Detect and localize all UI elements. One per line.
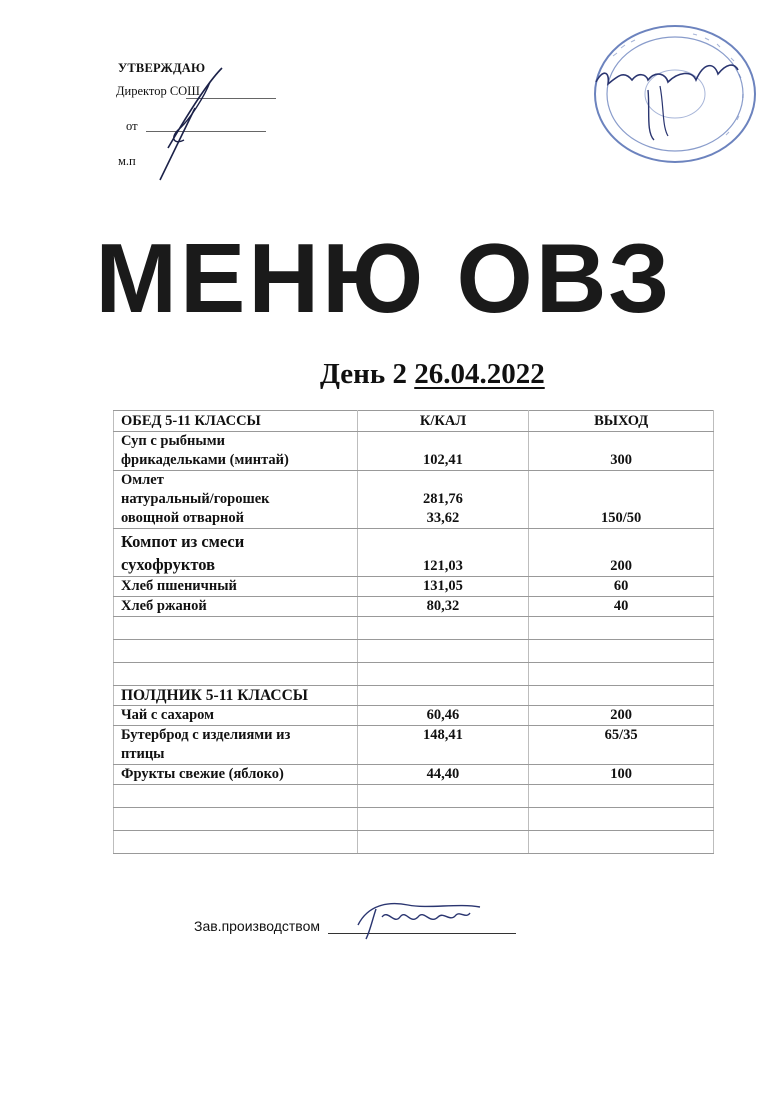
dish-kcal: 80,32	[357, 597, 529, 617]
seal-label: м.п	[118, 154, 136, 168]
header-yield: ВЫХОД	[529, 411, 714, 432]
dish-yield: 65/35	[529, 726, 714, 765]
day-date: 26.04.2022	[414, 358, 545, 390]
dish-name: Бутерброд с изделиями из птицы	[114, 726, 358, 765]
table-row	[114, 471, 714, 529]
approve-label: УТВЕРЖДАЮ	[118, 61, 206, 75]
table-row	[114, 597, 714, 617]
dish-name: Фрукты свежие (яблоко)	[114, 765, 358, 785]
dish-name: Хлеб ржаной	[114, 597, 358, 617]
dish-kcal: 121,03	[357, 529, 529, 577]
dish-kcal: 102,41	[357, 432, 529, 471]
dish-yield: 200	[529, 706, 714, 726]
director-label: Директор СОШ	[116, 84, 200, 98]
empty-row	[114, 831, 714, 854]
table-row	[114, 577, 714, 597]
dish-kcal: 44,40	[357, 765, 529, 785]
production-head-label: Зав.производством	[194, 918, 320, 934]
snack-header: ПОЛДНИК 5-11 КЛАССЫ	[114, 686, 358, 706]
table-row	[114, 726, 714, 765]
dish-yield: 60	[529, 577, 714, 597]
header-lunch: ОБЕД 5-11 КЛАССЫ	[114, 411, 358, 432]
dish-name: Хлеб пшеничный	[114, 577, 358, 597]
empty-row	[114, 617, 714, 640]
table-row	[114, 706, 714, 726]
dish-yield: 200	[529, 529, 714, 577]
empty-row	[114, 785, 714, 808]
empty-row	[114, 663, 714, 686]
table-row	[114, 432, 714, 471]
day-heading	[320, 358, 545, 391]
table-section-row	[114, 686, 714, 706]
empty-row	[114, 640, 714, 663]
director-signature	[150, 60, 240, 185]
table-row	[114, 529, 714, 577]
dish-kcal: 281,76 33,62	[357, 471, 529, 529]
dish-yield: 40	[529, 597, 714, 617]
day-label: День 2	[320, 358, 407, 390]
header-kcal: К/КАЛ	[357, 411, 529, 432]
dish-yield: 150/50	[529, 471, 714, 529]
dish-name: Компот из смеси сухофруктов	[114, 529, 358, 577]
dish-kcal: 131,05	[357, 577, 529, 597]
dish-yield: 300	[529, 432, 714, 471]
empty-row	[114, 808, 714, 831]
dish-name: Чай с сахаром	[114, 706, 358, 726]
dish-yield: 100	[529, 765, 714, 785]
dish-name: Омлет натуральный/горошек овощной отварной	[114, 471, 358, 529]
table-row	[114, 765, 714, 785]
production-head-signature	[348, 895, 488, 945]
dish-name: Суп с рыбными фрикадельками (минтай)	[114, 432, 358, 471]
table-header-row	[114, 411, 714, 432]
menu-title: МЕНЮ ОВЗ	[95, 223, 673, 333]
dish-kcal: 148,41	[357, 726, 529, 765]
stamp-signature	[588, 40, 748, 150]
dish-kcal: 60,46	[357, 706, 529, 726]
menu-table	[113, 410, 714, 854]
date-prefix: от	[126, 119, 138, 133]
